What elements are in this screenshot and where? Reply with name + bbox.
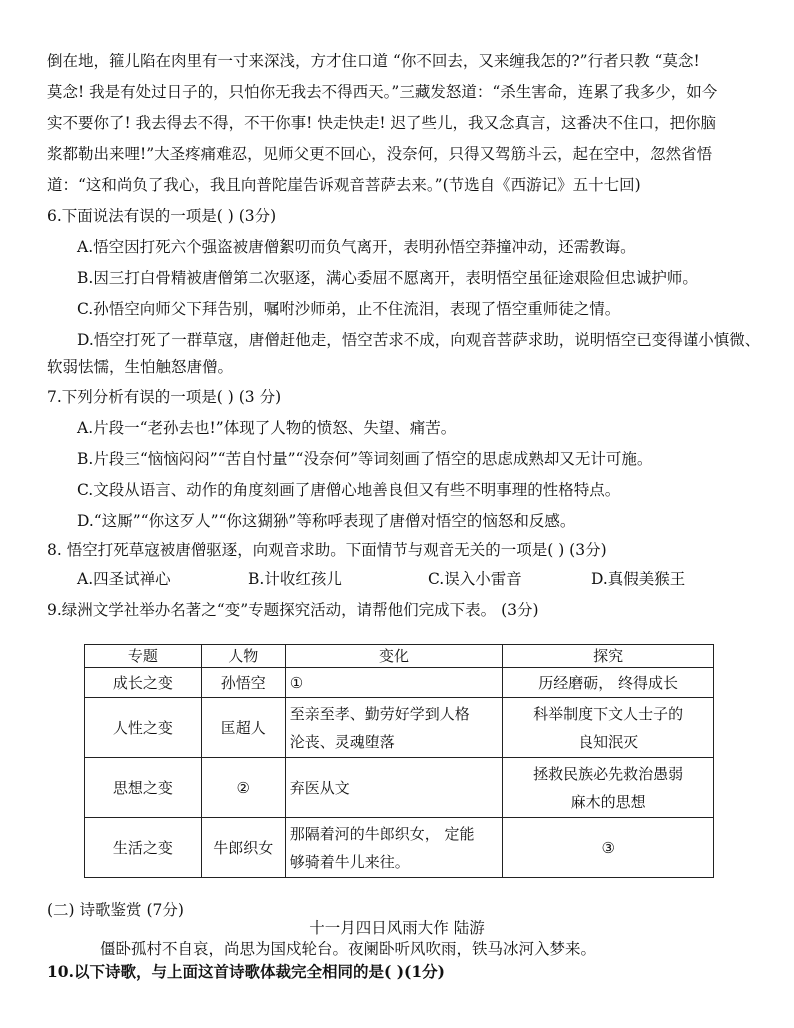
table-header-cell: 专题 (85, 645, 202, 668)
cell-line: 科举制度下文人士子的 (533, 704, 684, 723)
table-row (85, 668, 714, 698)
question-6-option-c: C.孙悟空向师父下拜告别，嘱咐沙师弟，止不住流泪，表现了悟空重师徒之情。 (77, 300, 621, 318)
question-6-option-a: A.悟空因打死六个强盗被唐僧絮叨而负气离开，表明孙悟空莽撞冲动，还需教诲。 (77, 238, 636, 256)
passage-line: 实不要你了! 我去得去不得，不干你事! 快走快走! 迟了些儿，我又念真言，这番决不住口，把你脑 (47, 114, 716, 132)
question-9-stem: 9.绿洲文学社举办名著之“变”专题探究活动，请帮他们完成下表。 (3分) (47, 601, 539, 619)
cell-line: 沦丧、灵魂堕落 (289, 732, 395, 751)
question-6-option-b: B.因三打白骨精被唐僧第二次驱逐，满心委屈不愿离开，表明悟空虽征途艰险但忠诚护师。 (77, 269, 698, 287)
cell-line: 至亲至孝、勤劳好学到人格 (289, 704, 470, 723)
table-cell-change (285, 758, 503, 818)
question-8-stem: 8. 悟空打死草寇被唐僧驱逐，向观音求助。下面情节与观音无关的一项是( ) (3分) (47, 541, 607, 559)
question-8-option-c: C.误入小雷音 (428, 570, 522, 588)
table-cell-explore (503, 698, 714, 758)
question-10-stem: 10.以下诗歌，与上面这首诗歌体裁完全相同的是( )(1分) (47, 962, 445, 981)
table-cell-change (285, 668, 503, 698)
table-cell-change (285, 698, 503, 758)
table-cell-explore (503, 758, 714, 818)
question-8-option-b: B.计收红孩儿 (248, 570, 342, 588)
table-cell-topic: 思想之变 (85, 758, 202, 818)
table-cell-person: 孙悟空 (201, 668, 285, 698)
question-6-option-d: D.悟空打死了一群草寇，唐僧赶他走，悟空苦求不成，向观音菩萨求助，说明悟空已变得谨小慎微、 (77, 331, 761, 349)
question-7-stem: 7.下列分析有误的一项是( ) (3 分) (47, 388, 282, 406)
cell-line: ① (289, 673, 304, 692)
cell-line: 够骑着牛儿来往。 (289, 852, 410, 871)
question-8-option-d: D.真假美猴王 (591, 570, 686, 588)
table-cell-explore (503, 818, 714, 878)
table-row (85, 698, 714, 758)
table-header-row (85, 645, 714, 668)
cell-line: 麻木的思想 (570, 792, 646, 811)
passage-line: 倒在地，箍儿陷在肉里有一寸来深浅，方才住口道 “你不回去，又来缠我怎的?”行者只教 “莫念! (47, 52, 700, 70)
table-cell-person: 牛郎织女 (201, 818, 285, 878)
table-header-cell: 变化 (285, 645, 503, 668)
cell-line: 弃医从文 (289, 778, 350, 797)
cell-line: 拯救民族必先救治愚弱 (533, 764, 684, 783)
table-header-cell: 人物 (201, 645, 285, 668)
poem-title: 十一月四日风雨大作 陆游 (309, 919, 485, 937)
table-cell-person: ② (201, 758, 285, 818)
cell-line: ③ (601, 838, 615, 857)
question-7-option-b: B.片段三“恼恼闷闷”“苦自忖量”“没奈何”等词刻画了悟空的思虑成熟却又无计可施。 (77, 450, 653, 468)
question-6-stem: 6.下面说法有误的一项是( ) (3分) (47, 207, 277, 225)
passage-line: 道：“这和尚负了我心，我且向普陀崖告诉观音菩萨去来。”(节选自《西游记》五十七回) (47, 176, 641, 194)
question-8-option-a: A.四圣试禅心 (77, 570, 171, 588)
table-cell-explore (503, 668, 714, 698)
table-row (85, 758, 714, 818)
table-row (85, 818, 714, 878)
table-cell-topic: 生活之变 (85, 818, 202, 878)
poem-body: 僵卧孤村不自哀，尚思为国戍轮台。夜阑卧听风吹雨，铁马冰河入梦来。 (100, 940, 597, 958)
table-cell-topic: 人性之变 (85, 698, 202, 758)
question-7-option-a: A.片段一“老孙去也!”体现了人物的愤怒、失望、痛苦。 (77, 419, 457, 437)
poetry-section-heading: (二) 诗歌鉴赏 (7分) (47, 901, 184, 919)
cell-line: 历经磨砺， 终得成长 (538, 673, 679, 692)
passage-line: 莫念! 我是有处过日子的，只怕你无我去不得西天。”三藏发怒道：“杀生害命，连累了我多少，如今 (47, 83, 718, 101)
table-cell-person: 匡超人 (201, 698, 285, 758)
table-cell-topic: 成长之变 (85, 668, 202, 698)
table-cell-change (285, 818, 503, 878)
table-header-cell: 探究 (503, 645, 714, 668)
passage-line: 浆都勒出来哩!”大圣疼痛难忍，见师父更不回心，没奈何，只得又驾筋斗云，起在空中，忽然省悟 (47, 145, 713, 163)
question-9-table (84, 644, 714, 878)
question-7-option-c: C.文段从语言、动作的角度刻画了唐僧心地善良但又有些不明事理的性格特点。 (77, 481, 621, 499)
cell-line: 良知泯灭 (578, 732, 639, 751)
question-8-options (77, 564, 777, 594)
question-6-option-d-cont: 软弱怯懦，生怕触怒唐僧。 (47, 358, 234, 376)
question-7-option-d: D.“这厮”“你这歹人”“你这猢狲”等称呼表现了唐僧对悟空的恼怒和反感。 (77, 512, 576, 530)
cell-line: 那隔着河的牛郎织女， 定能 (289, 824, 475, 843)
